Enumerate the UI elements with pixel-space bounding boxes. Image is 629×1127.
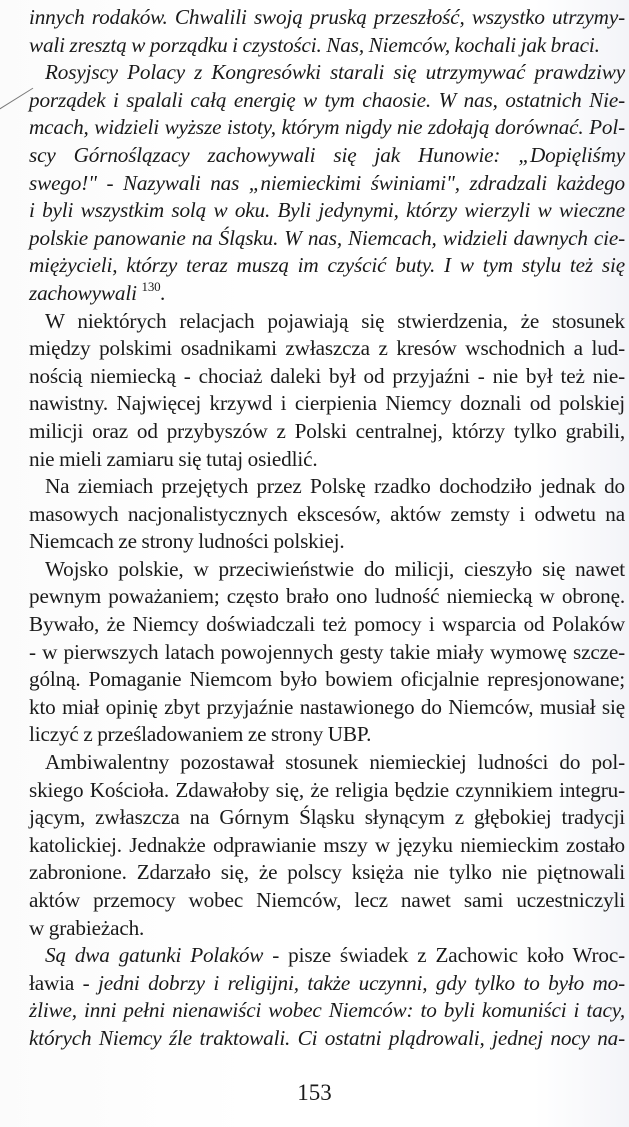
paragraph-church xyxy=(29,749,625,942)
text-line: milicji oraz od przybyszów z Polski centralnej, którzy tylko grabili, xyxy=(29,418,625,443)
text-line: jącym, zwłaszcza na Górnym Śląsku słynącym z głębokiej tradycji xyxy=(29,805,625,830)
paragraph-army xyxy=(29,556,625,749)
text-line: mcach, widzieli wyższe istoty, którym nigdy nie zdołają dorównać. Pol- xyxy=(29,115,625,140)
text-line: scy Górnoślązacy zachowywali się jak Hunowie: „Dopięliśmy xyxy=(29,142,625,167)
paragraph-witness-quote xyxy=(29,942,625,1052)
text-line: masowych nacjonalistycznych ekscesów, aktów zemsty i odwetu na xyxy=(29,501,625,526)
line-end-punctuation: . xyxy=(160,280,166,305)
text-line: swego!" - Nazywali nas „niemieckimi świniami", zdradzali każdego xyxy=(29,170,625,195)
text-line: wali zresztą w porządku i czystości. Nas, Niemców, kochali jak braci. xyxy=(29,32,600,57)
footnote-reference[interactable]: 130 xyxy=(141,278,161,294)
text-line: Na ziemiach przejętych przez Polskę rzadko dochodziło jednak do xyxy=(45,474,625,499)
text-line: między polskimi osadnikami zwłaszcza z kresów wschodnich a lud- xyxy=(29,336,625,361)
text-line: w grabieżach. xyxy=(29,915,145,940)
quote-fragment: jedni dobrzy i religijni, także uczynni, gdy tylko to było mo- xyxy=(98,970,625,995)
text-line: liczyć z prześladowaniem ze strony UBP. xyxy=(29,722,372,747)
text-line xyxy=(29,970,625,998)
narration-fragment: - pisze świadek z Zachowic koło Wroc- xyxy=(263,943,625,968)
text-line: pewnym poważaniem; często brało ono ludność niemiecką w obronę. xyxy=(29,584,625,609)
text-line: W niektórych relacjach pojawiają się stwierdzenia, że stosunek xyxy=(45,308,625,333)
text-line xyxy=(29,942,625,970)
quote-fragment: Są dwa gatunki Polaków xyxy=(45,943,264,968)
text-line-content: zachowywali xyxy=(29,280,137,305)
text-line: gólną. Pomaganie Niemcom było bowiem oficjalnie represjonowane; xyxy=(29,667,625,692)
text-line: Rosyjscy Polacy z Kongresówki starali się utrzymywać prawdziwy xyxy=(45,60,625,85)
text-line: zabronione. Zdarzało się, że polscy księża nie tylko nie piętnowali xyxy=(29,860,625,885)
text-line: nie mieli zamiaru się tutaj osiedlić. xyxy=(29,446,318,471)
text-line: skiego Kościoła. Zdawałoby się, że religia będzie czynnikiem integru- xyxy=(29,777,625,802)
text-line: i byli wszystkim solą w oku. Byli jedynymi, którzy wierzyli w wieczne xyxy=(29,198,625,223)
text-line: Wojsko polskie, w przeciwieństwie do milicji, cieszyło się nawet xyxy=(45,556,625,581)
paragraph-quote-russian-poles xyxy=(29,59,625,307)
page-number: 153 xyxy=(297,1079,332,1105)
text-line: miężycieli, którzy teraz muszą im czyścić buty. I w tym stylu też się xyxy=(29,253,625,278)
text-line: żliwe, inni pełni nienawiści wobec Niemców: to byli komuniści i tacy, xyxy=(29,998,625,1023)
paragraph-relations xyxy=(29,308,625,474)
narration-fragment: ławia - xyxy=(29,970,99,995)
text-line: Ambiwalentny pozostawał stosunek niemieckiej ludności do pol- xyxy=(45,750,625,775)
text-line xyxy=(29,280,625,308)
paragraph-quote-continuation xyxy=(29,4,625,59)
text-line: polskie panowanie na Śląsku. W nas, Niemcach, widzieli dawnych cie- xyxy=(29,225,625,250)
paragraph-excesses xyxy=(29,473,625,556)
text-line: których Niemcy źle traktowali. Ci ostatni plądrowali, jednej nocy na- xyxy=(29,1025,625,1050)
text-line: innych rodaków. Chwalili swoją pruską przeszłość, wszystko utrzymy- xyxy=(29,5,625,29)
text-line: katolickiej. Jednakże odprawianie mszy w języku niemieckim zostało xyxy=(29,832,625,857)
text-line: aktów przemocy wobec Niemców, lecz nawet sami uczestniczyli xyxy=(29,888,625,912)
text-line: nością niemiecką - chociaż daleki był od przyjaźni - nie był też nie- xyxy=(29,363,625,388)
text-line: kto miał opinię zbyt przyjaźnie nastawionego do Niemców, musiał się xyxy=(29,694,625,719)
text-line: porządek i spalali całą energię w tym chaosie. W nas, ostatnich Nie- xyxy=(29,87,625,112)
text-line: - w pierwszych latach powojennych gesty takie miały wymowę szcze- xyxy=(29,639,625,664)
text-line: Niemcach ze strony ludności polskiej. xyxy=(29,529,345,554)
text-line: nawistny. Najwięcej krzywd i cierpienia Niemcy doznali od polskiej xyxy=(29,391,625,416)
body-text xyxy=(29,0,625,1053)
text-line: Bywało, że Niemcy doświadczali też pomocy i wsparcia od Polaków xyxy=(29,612,625,637)
